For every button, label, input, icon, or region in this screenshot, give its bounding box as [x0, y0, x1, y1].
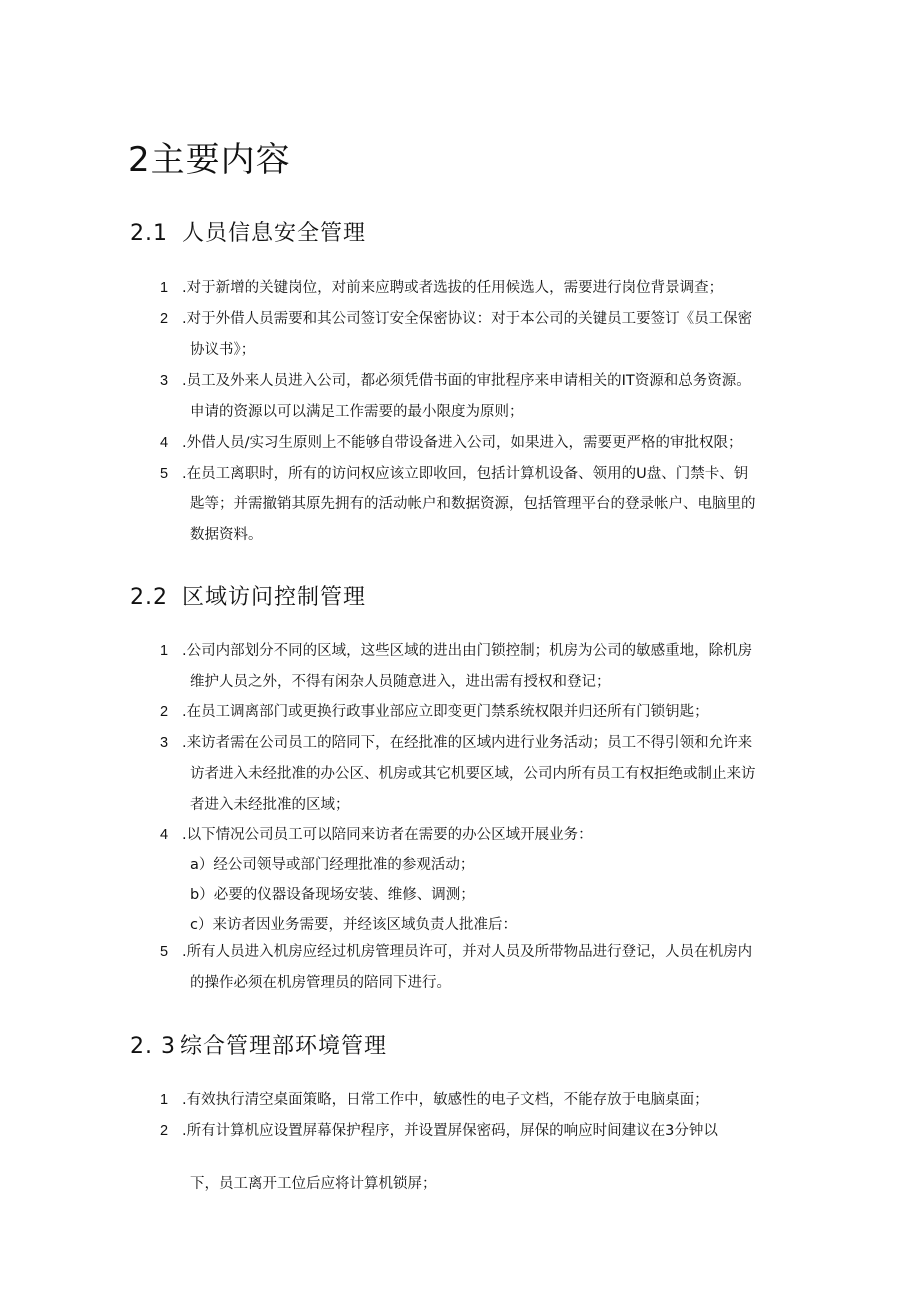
section-number: 2. 3	[130, 1034, 176, 1059]
item-text: .外借人员/实习生原则上不能够自带设备进入公司，如果进入，需要更严格的审批权限；	[182, 435, 743, 451]
item-number: 5	[160, 944, 169, 960]
item-text-continued: 数据资料。	[190, 527, 263, 543]
item-text: .对于新增的关键岗位，对前来应聘或者选拔的任用候选人，需要进行岗位背景调查；	[182, 280, 724, 296]
section-heading	[130, 1029, 387, 1060]
item-number: 1	[160, 1092, 169, 1108]
item-number: 4	[160, 435, 169, 451]
item-number: 5	[160, 466, 169, 482]
item-text: .对于外借人员需要和其公司签订安全保密协议：对于本公司的关键员工要签订《员工保密	[182, 311, 753, 327]
item-text-continued: 下，员工离开工位后应将计算机锁屏；	[190, 1176, 437, 1192]
item-text-continued: 维护人员之外，不得有闲杂人员随意进入，进出需有授权和登记；	[190, 674, 611, 690]
page-title: 2主要内容	[128, 140, 291, 180]
section-title: 区域访问控制管理	[182, 585, 367, 610]
item-text-continued: 匙等；并需撤销其原先拥有的活动帐户和数据资源，包括管理平台的登录帐户、电脑里的	[190, 496, 756, 512]
item-text: .来访者需在公司员工的陪同下，在经批准的区域内进行业务活动；员工不得引领和允许来	[182, 735, 753, 751]
item-text-continued: 者进入未经批准的区域；	[190, 797, 350, 813]
sub-list-item: c）来访者因业务需要，并经该区域负责人批准后：	[190, 917, 517, 933]
item-text-continued: 申请的资源以可以满足工作需要的最小限度为原则；	[190, 404, 524, 420]
section-number: 2.1	[130, 221, 168, 246]
item-text: .所有人员进入机房应经过机房管理员许可，并对人员及所带物品进行登记，人员在机房内	[182, 944, 753, 960]
item-number: 4	[160, 827, 169, 843]
item-number: 1	[160, 280, 169, 296]
item-number: 2	[160, 704, 169, 720]
item-text: .公司内部划分不同的区域，这些区域的进出由门锁控制；机房为公司的敏感重地，除机房	[182, 643, 753, 659]
item-number: 3	[160, 373, 169, 389]
item-text: .员工及外来人员进入公司，都必须凭借书面的审批程序来申请相关的IT资源和总务资源。	[182, 373, 751, 389]
section-heading	[130, 216, 366, 247]
item-text-continued: 协议书》；	[190, 342, 256, 358]
item-text: .以下情况公司员工可以陪同来访者在需要的办公区域开展业务：	[182, 827, 593, 843]
item-text: .所有计算机应设置屏幕保护程序，并设置屏保密码，屏保的响应时间建议在3分钟以	[182, 1123, 718, 1139]
item-text-continued: 的操作必须在机房管理员的陪同下进行。	[190, 975, 451, 991]
item-text-continued: 访者进入未经批准的办公区、机房或其它机要区域，公司内所有员工有权拒绝或制止来访	[190, 766, 756, 782]
item-number: 2	[160, 1123, 169, 1139]
item-number: 1	[160, 643, 169, 659]
section-heading	[130, 580, 366, 611]
section-title: 综合管理部环境管理	[180, 1034, 388, 1059]
sub-list-item: a）经公司领导或部门经理批准的参观活动；	[190, 857, 475, 873]
item-text: .在员工离职时，所有的访问权应该立即收回，包括计算机设备、领用的U盘、门禁卡、钥	[182, 466, 749, 482]
item-number: 2	[160, 311, 169, 327]
item-text: .有效执行清空桌面策略，日常工作中，敏感性的电子文档，不能存放于电脑桌面；	[182, 1092, 709, 1108]
item-text: .在员工调离部门或更换行政事业部应立即变更门禁系统权限并归还所有门锁钥匙；	[182, 704, 709, 720]
section-number: 2.2	[130, 585, 168, 610]
sub-list-item: b）必要的仪器设备现场安装、维修、调测；	[190, 887, 475, 903]
item-number: 3	[160, 735, 169, 751]
section-title: 人员信息安全管理	[182, 221, 367, 246]
